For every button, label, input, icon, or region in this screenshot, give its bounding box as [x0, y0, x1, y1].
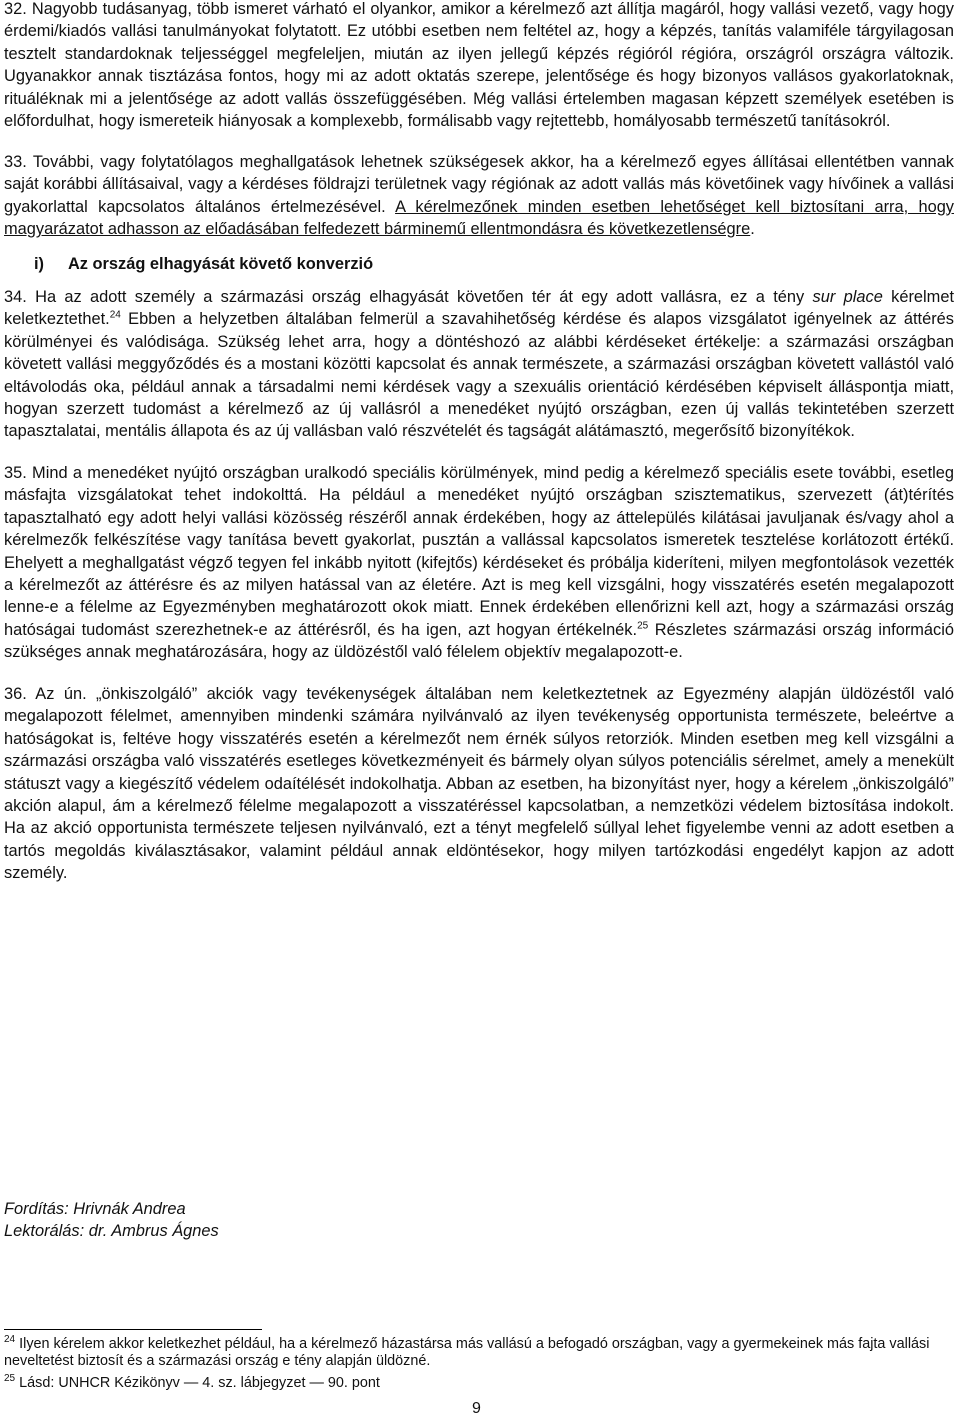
section-heading-title: Az ország elhagyását követő konverzió: [67, 255, 374, 273]
footnote-24: [4, 1336, 954, 1370]
paragraph-33-end: .: [750, 220, 755, 239]
paragraph-32-text: 32. Nagyobb tudásanyag, több ismeret várható el olyankor, amikor a kérelmező azt állítja magáról, hogy vallási vezető, vagy hogy érdemi/kiadós vallási tanulmányokat folytatott. Ez utóbbi esetben nem feltétel az, hogy a képzés, tanítás valamiféle tárgyilagosan tesztelt standardoknak teljességgel megfeleljen, miután az ilyen jellegű képzés régióról régióra, országról országra változik. Ugyanakkor annak tisztázása fontos, hogy mi az adott oktatás szerepe, jelentősége és hogy bizonyos vallásos gyakorlatoknak, rituáléknak mi a jelentősége az adott vallás összefüggésében. Még vallási értelemben magasan képzett személyek esetében is előfordulhat, hogy ismereteik hiányosak a komplexebb, formálisabb vagy rejtettebb, homályosabb természetű tanításokról.: [4, 0, 954, 131]
paragraph-34: [4, 286, 954, 443]
paragraph-33-text: 33. További, vagy folytatólagos meghallgatások lehetnek szükségesek akkor, ha a kérelmező egyes állításai ellentétben vannak saját korábbi állításaival, vagy a kérdéses földrajzi területnek vagy régiónak az adott vallás más követőinek vagy hívőinek a vallási gyakorlattal kapcsolatos általános értelmezésével.: [4, 153, 954, 216]
paragraph-33: [4, 151, 954, 241]
reviewer-credit: Lektorálás: dr. Ambrus Ágnes: [4, 1222, 219, 1240]
footnote-25-mark: 25: [4, 1373, 16, 1385]
paragraph-36-text: 36. Az ún. „önkiszolgáló” akciók vagy tevékenységek általában nem keletkeztetnek az Egyezmény alapján üldözéstől való megalapozott félelmet, amennyiben mindenki számára nyilvánvaló az ilyen tevékenység opportunista természete, beleértve a hatóságokat is, feltéve hogy visszatérés esetén a kérelmezőt nem érnék súlyos retorziók. Minden esetben meg kell vizsgálni a származási országba való visszatérés esetleges következményeit és bármely olyan súlyos potenciális sérelmet, amely a menekült státuszt vagy a kiegészítő védelem odaítélését indokolhatja. Abban az esetben, ha bizonyítást nyer, hogy a kérelem „önkiszolgáló” akción alapul, ám a kérelmező félelme megalapozott a visszatéréssel kapcsolatban, a nemzetközi védelem biztosítása indokolt. Ha az akció opportunista természete teljesen nyilvánvaló, ezt a tényt megfelelő súllyal lehet figyelembe venni az adott esetben a tartós megoldás kiválasztásakor, valamint például annak eldöntésekor, hogy milyen tartózkodási engedélyt kapjon az adott személy.: [4, 685, 954, 883]
section-heading: [34, 255, 373, 274]
translator-credit: Fordítás: Hrivnák Andrea: [4, 1200, 186, 1218]
footnote-24-mark: 24: [4, 1334, 16, 1346]
paragraph-34-text-a: 34. Ha az adott személy a származási ország elhagyását követően tér át egy adott vallásra, ez a tény: [4, 288, 813, 306]
footnote-25: [4, 1375, 954, 1392]
paragraph-35-text-a: 35. Mind a menedéket nyújtó országban uralkodó speciális körülmények, mind pedig a kérelmező speciális esete további, esetleg másfajta vizsgálatokat tehet indokolttá. Ha például a menedéket nyújtó országban szisztematikus, szervezett (át)térítés tapasztalható egy adott helyi vallási közösség részéről annak érdekében, hogy az áttelepülés kilátásai javuljanak és/vagy ahol a kérelmezők felkészítése vagy tanítása bevett gyakorlat, pusztán a vallással kapcsolatos ismeretek tesztelése korlátozott értékű. Ehelyett a meghallgatást végző tegyen fel inkább nyitott (kifejtős) kérdéseket és próbálja kideríteni, milyen megfontolások vezették a kérelmezőt az áttérésre és az milyen hatással van az életére. Azt is meg kell vizsgálni, hogy visszatérés esetén megalapozott lenne-e a félelme az Egyezményben meghatározott okok miatt. Ennek érdekében ellenőrizni kell azt, hogy a származási ország hatóságai tudomást szerezhetnek-e az áttérésről, és ha igen, azt hogyan értékelnék.: [4, 464, 954, 639]
footnote-24-text: Ilyen kérelem akkor keletkezhet például, ha a kérelmező házastársa más vallású a befogadó országban, vagy a gyermekeinek más fajta vallási neveltetést biztosít és a származási ország e tény alapján üldözné.: [4, 1336, 930, 1369]
credits: [4, 1198, 219, 1242]
footnote-divider: [4, 1329, 262, 1330]
paragraph-33-underlined-text: A kérelmezőnek minden esetben lehetőséget kell biztosítani arra, hogy magyarázatot adhasson az előadásában felfedezett bárminemű ellentmondásra és következetlenségre: [4, 197, 954, 239]
paragraph-36: [4, 683, 954, 885]
footnote-25-text: Lásd: UNHCR Kézikönyv — 4. sz. lábjegyzet — 90. pont: [15, 1375, 380, 1391]
page-number: 9: [472, 1400, 481, 1417]
paragraph-34-text-b: kérelmet keletkeztethet.: [4, 288, 955, 329]
footnote-ref-24[interactable]: 24: [109, 309, 121, 321]
paragraph-35: [4, 462, 954, 664]
section-heading-number: i): [34, 255, 45, 273]
paragraph-34-text-c: Ebben a helyzetben általában felmerül a szavahihetőség kérdése és alapos vizsgálatot igényelnek az áttérés körülményei és valódisága. Szükség lehet arra, hogy a döntéshozó az alábbi kérdéseket értékelje: a származási országban követett vallási meggyőződés és a mostani közötti kapcsolat és annak természete, a származási országban követett vallástól való eltávolodás oka, például annak a társadalmi nemi kérdések vagy a szexuális orientáció kérdésében képviselt álláspontja miatt, hogyan szerzett tudomást a kérelmező az új vallásról a menedéket nyújtó országban, ezen új vallás tekintetében szerzett tapasztalatai, mentális állapota és az új vallásban való részvételét és tagságát alátámasztó, megerősítő bizonyítékok.: [4, 310, 954, 441]
paragraph-32: [4, 0, 954, 132]
paragraph-34-italic: sur place: [812, 288, 883, 306]
footnote-ref-25[interactable]: 25: [637, 620, 649, 632]
paragraph-35-text-b: Részletes származási ország információ szükséges annak meghatározására, hogy az üldözéstől való félelem objektív megalapozott-e.: [4, 620, 954, 662]
